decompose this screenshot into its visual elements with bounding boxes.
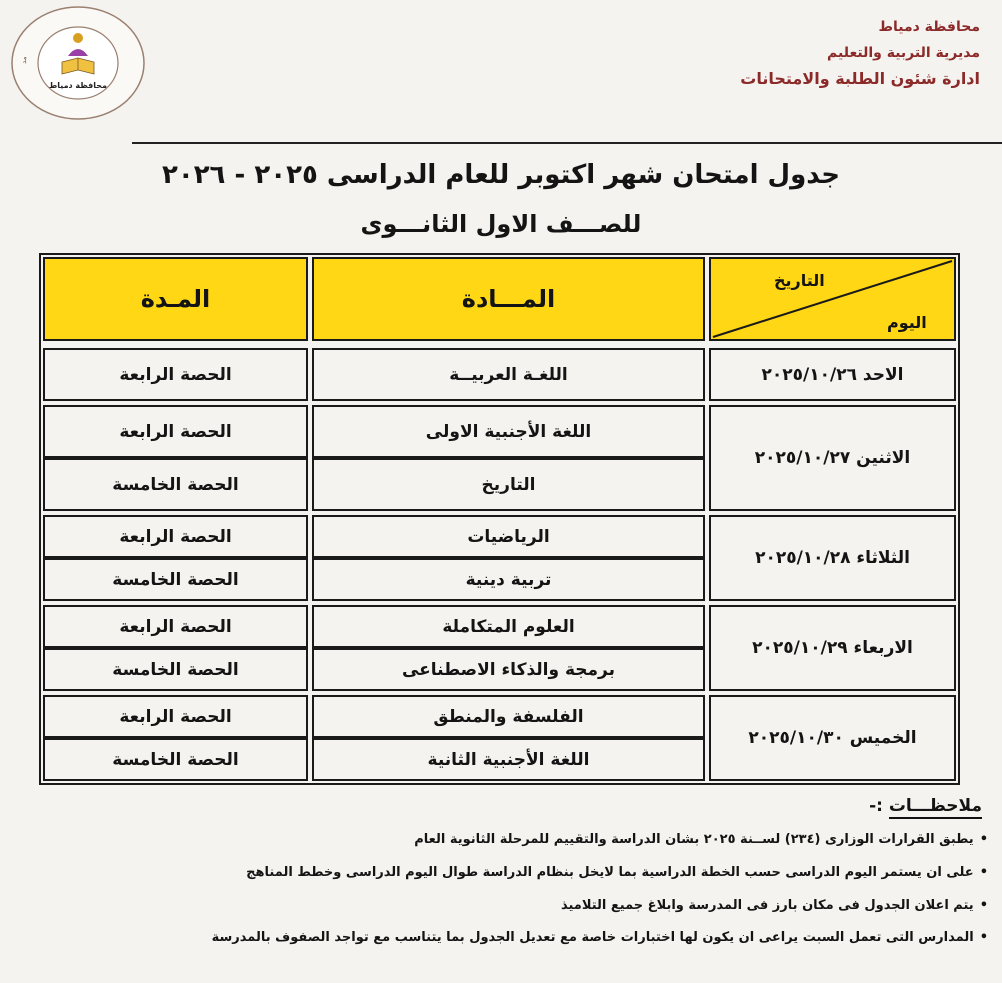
subject-label: اللغة الأجنبية الاولى: [425, 421, 592, 442]
bullet-icon: •: [979, 832, 988, 847]
notes-title: ملاحظـــات: [889, 796, 982, 819]
header-divider: [132, 142, 1002, 144]
seal-ring-text: مد: [19, 56, 29, 64]
day-date-label: الخميس ٢٠٢٥/١٠/٣٠: [748, 728, 917, 748]
department-name: ادارة شئون الطلبة والامتحانات: [740, 69, 980, 88]
duration-label: الحصة الخامسة: [112, 474, 239, 495]
subject-label: الفلسفة والمنطق: [433, 706, 584, 727]
document-title: جدول امتحان شهر اكتوبر للعام الدراسى ٢٠٢٥ - ٢٠٢٦: [161, 160, 841, 190]
header-duration-label: المـدة: [140, 285, 211, 313]
day-date-label: الاربعاء ٢٠٢٥/١٠/٢٩: [752, 638, 913, 658]
note-text: يطبق القرارات الوزارى (٢٣٤) لســنة ٢٠٢٥ بشان الدراسة والتقييم للمرحلة الثانوية العام: [414, 832, 974, 847]
duration-label: الحصة الرابعة: [119, 526, 232, 547]
note-text: على ان يستمر اليوم الدراسى حسب الخطة الدراسية بما لايخل بنظام الدراسة طوال اليوم الدراسى وخطط المناهج: [246, 865, 974, 880]
note-text: المدارس التى تعمل السبت يراعى ان يكون لها اختبارات خاصة مع تعديل الجدول بما يتناسب مع تواجد الصفوف بالمدرسة: [211, 930, 974, 945]
notes-title-suffix: :-: [869, 796, 883, 816]
exam-schedule-table: [39, 253, 960, 785]
header-date-label: التاريخ: [774, 271, 825, 290]
header-day-label: اليوم: [887, 313, 927, 332]
subject-label: التاريخ: [481, 474, 536, 495]
notes-heading: [869, 796, 982, 816]
day-date-label: الثلاثاء ٢٠٢٥/١٠/٢٨: [755, 548, 910, 568]
duration-label: الحصة الرابعة: [119, 364, 232, 385]
note-item: [414, 832, 988, 847]
bullet-icon: •: [979, 898, 988, 913]
header-subject-label: المـــادة: [461, 285, 556, 313]
duration-label: الحصة الخامسة: [112, 659, 239, 680]
duration-label: الحصة الرابعة: [119, 421, 232, 442]
duration-label: الحصة الرابعة: [119, 706, 232, 727]
bullet-icon: •: [979, 865, 988, 880]
duration-label: الحصة الرابعة: [119, 616, 232, 637]
directorate-seal-logo: [6, 4, 150, 122]
seal-center-text: محافظة دمياط: [48, 81, 108, 90]
subject-label: تربية دينية: [465, 569, 552, 590]
duration-label: الحصة الخامسة: [112, 749, 239, 770]
subject-label: الرياضيات: [467, 526, 550, 547]
subject-label: اللغـة العربيــة: [449, 364, 568, 385]
bullet-icon: •: [979, 930, 988, 945]
governorate-name: محافظة دمياط: [878, 19, 980, 35]
subject-label: العلوم المتكاملة: [442, 616, 575, 637]
day-date-label: الاحد ٢٠٢٥/١٠/٢٦: [761, 364, 904, 385]
note-item: [246, 865, 988, 880]
note-item: [561, 898, 988, 913]
note-text: يتم اعلان الجدول فى مكان بارز فى المدرسة وابلاغ جميع التلاميذ: [560, 898, 974, 913]
duration-label: الحصة الخامسة: [112, 569, 239, 590]
grade-title: للصـــف الاول الثانـــوى: [360, 210, 642, 238]
subject-label: اللغة الأجنبية الثانية: [427, 749, 590, 770]
subject-label: برمجة والذكاء الاصطناعى: [401, 659, 616, 680]
directorate-name: مديرية التربية والتعليم: [827, 45, 980, 61]
organization-header: [740, 14, 980, 92]
note-item: [212, 930, 988, 945]
day-date-label: الاثنين ٢٠٢٥/١٠/٢٧: [754, 448, 911, 468]
